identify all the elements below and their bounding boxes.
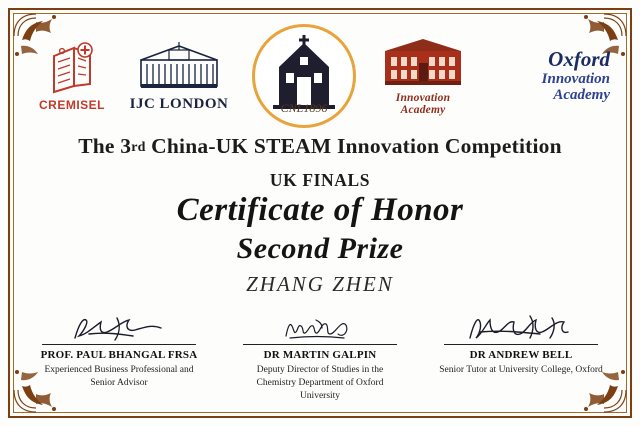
signature-block bbox=[26, 312, 212, 402]
signature-row bbox=[26, 312, 614, 402]
competition-title-prefix: The 3 bbox=[78, 134, 132, 158]
signature-rule bbox=[243, 344, 397, 345]
handwritten-signature-icon bbox=[26, 312, 212, 344]
red-brick-building-logo bbox=[377, 37, 469, 116]
crest-circle bbox=[252, 24, 356, 128]
signatory-role: Deputy Director of Studies in the Chemistry Department of Oxford University bbox=[256, 365, 384, 401]
oxford-wordmark-line2: Innovation Academy bbox=[541, 70, 610, 104]
prize-headline: Second Prize bbox=[236, 232, 404, 265]
competition-title bbox=[0, 134, 640, 159]
stage-title: UK FINALS bbox=[269, 170, 371, 190]
competition-title-rest: China-UK STEAM Innovation Competition bbox=[145, 134, 562, 158]
university-crest-logo bbox=[244, 24, 364, 128]
crest-year-label: CNL1896 bbox=[280, 101, 328, 115]
ijc-london-logo bbox=[127, 40, 231, 113]
ijc-wordmark: IJC LONDON bbox=[129, 95, 229, 112]
recipient-name: ZHANG ZHEN bbox=[246, 272, 394, 296]
signatory-role: Experienced Business Professional and Senior Advisor bbox=[44, 365, 194, 388]
logo-row bbox=[30, 26, 610, 126]
brick-wordmark: Innovation Academy bbox=[395, 91, 451, 116]
signatory-role: Senior Tutor at University College, Oxford bbox=[439, 365, 603, 375]
competition-title-ordinal: rd bbox=[131, 140, 146, 155]
ijc-building-icon bbox=[135, 40, 223, 94]
signature-rule bbox=[444, 344, 598, 345]
signatory-name: DR ANDREW BELL bbox=[469, 349, 573, 361]
cremisel-emblem-icon bbox=[44, 40, 100, 96]
certificate-headline: Certificate of Honor bbox=[176, 192, 464, 228]
oxford-innovation-academy-logo bbox=[482, 48, 610, 103]
cremisel-wordmark: CREMISEL bbox=[38, 98, 105, 112]
handwritten-signature-icon bbox=[428, 312, 614, 344]
signatory-name: DR MARTIN GALPIN bbox=[263, 349, 377, 361]
brick-building-icon bbox=[381, 37, 465, 89]
signatory-name: PROF. PAUL BHANGAL FRSA bbox=[40, 349, 198, 361]
oxford-wordmark-line1: Oxford bbox=[548, 47, 610, 72]
signature-block bbox=[227, 312, 413, 402]
handwritten-signature-icon bbox=[227, 312, 413, 344]
signature-rule bbox=[42, 344, 196, 345]
cremisel-logo bbox=[30, 40, 114, 112]
signature-block bbox=[428, 312, 614, 402]
